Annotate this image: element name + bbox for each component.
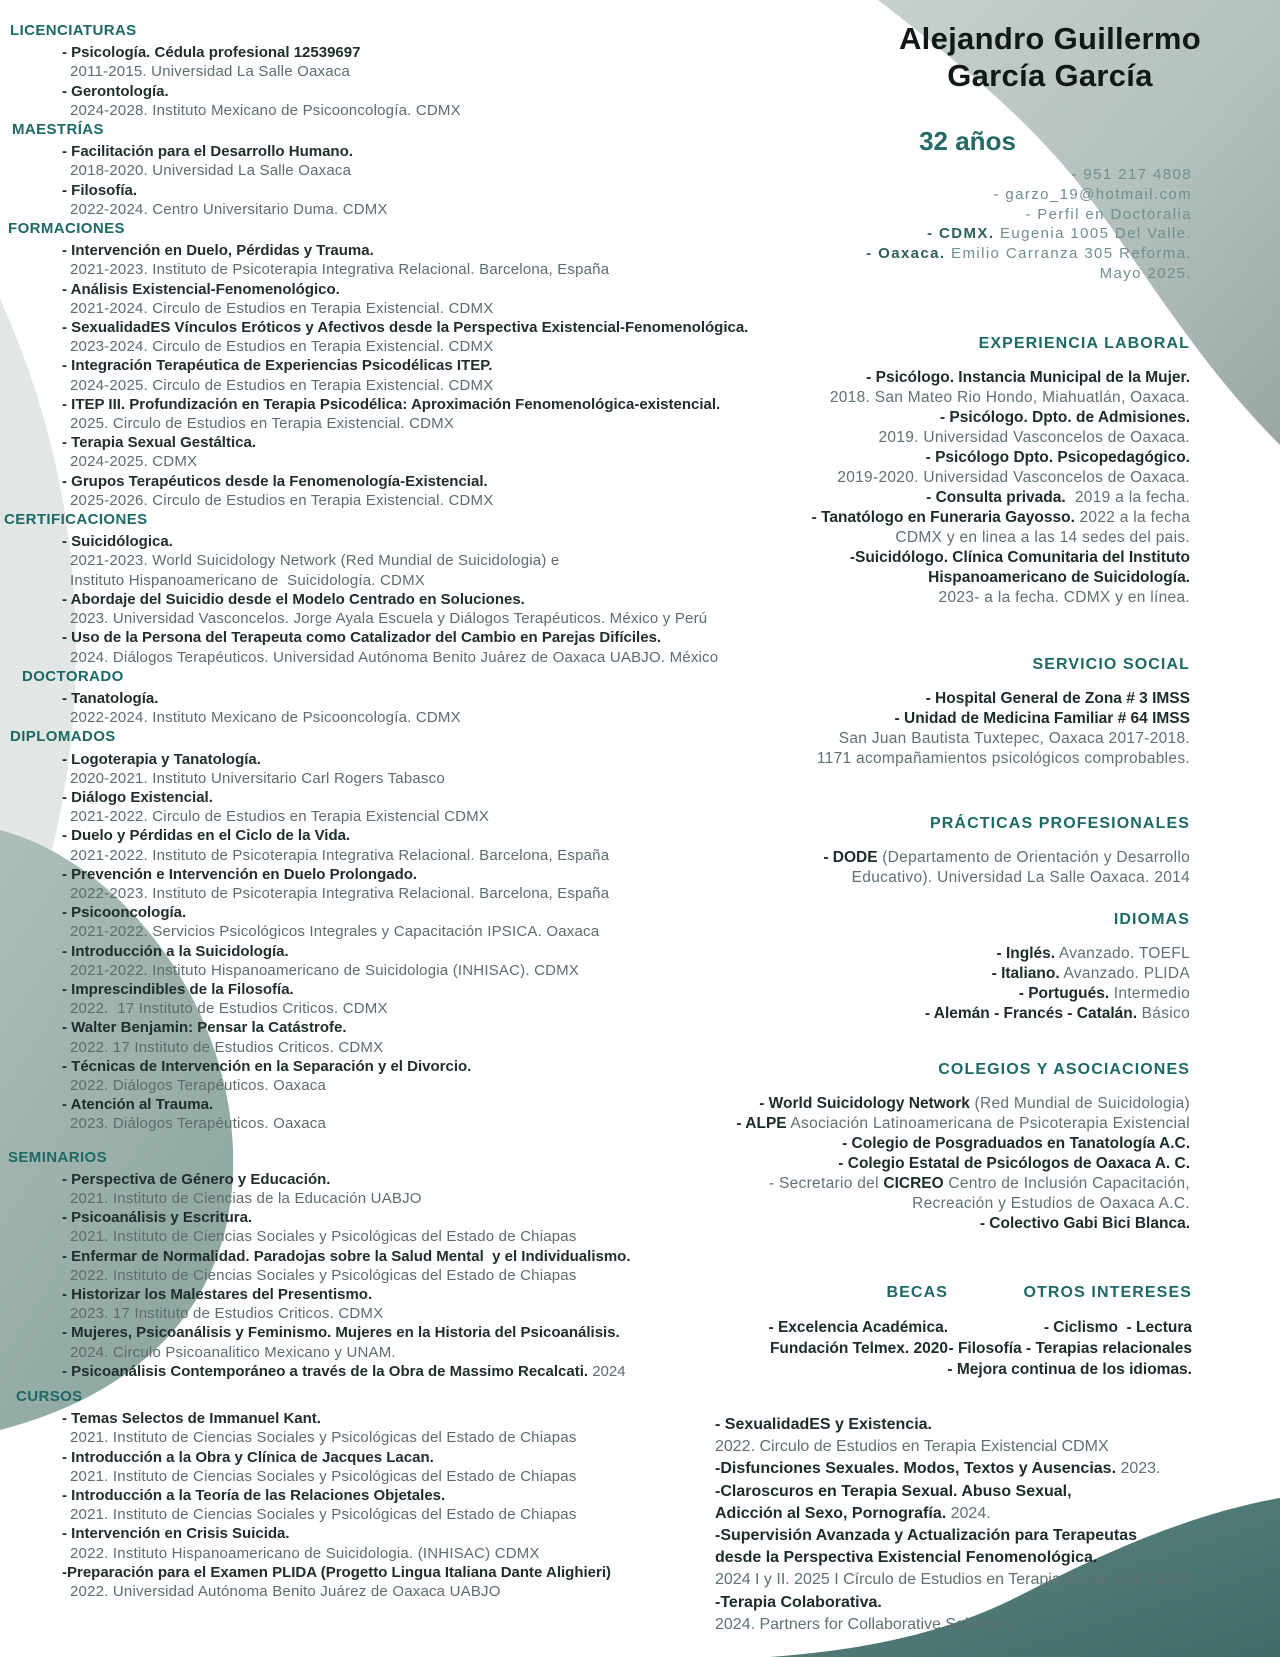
entry-line	[947, 1317, 1192, 1338]
entry-line	[823, 848, 1190, 868]
entry-detail-text: 2022. 17 Instituto de Estudios Criticos. CDMX	[70, 1000, 388, 1018]
entry-detail-text: 2024. Circulo Psicoanalitico Mexicano y UNAM.	[70, 1343, 396, 1361]
entry-detail-text: 2021-2022. Servicios Psicológicos Integrales y Capacitación IPSICA. Oaxaca	[70, 923, 600, 941]
entry-detail	[0, 62, 845, 81]
entry-detail	[0, 884, 845, 903]
entry-detail-text: 2025. Circulo de Estudios en Terapia Existencial. CDMX	[70, 415, 455, 433]
entry-detail-text: 2021-2023. Instituto de Psicoterapia Integrativa Relacional. Barcelona, España	[70, 261, 610, 279]
entry-detail-text: 2024-2028. Instituto Mexicano de Psicooncología. CDMX	[70, 101, 461, 119]
entry-title	[0, 1323, 845, 1342]
entry-title	[0, 689, 845, 708]
entry-title	[0, 1057, 845, 1076]
entry-title	[0, 433, 845, 452]
entry-detail	[0, 571, 845, 590]
left-column	[0, 21, 845, 1601]
entry-line	[812, 468, 1190, 488]
section-heading: LICENCIATURAS	[10, 22, 137, 39]
entry-title	[0, 788, 845, 807]
entry-title-text: - Logoterapia y Tanatología.	[62, 750, 261, 768]
text-segment: - CDMX.	[927, 225, 995, 243]
entry-detail	[0, 1304, 845, 1323]
entry-title-text: - Enfermar de Normalidad. Paradojas sobre la Salud Mental y el Individualismo.	[62, 1247, 631, 1265]
entry-line	[769, 1338, 949, 1359]
entry-title	[0, 241, 845, 260]
entry-title-text: - Psicoanálisis y Escritura.	[62, 1209, 253, 1227]
section-heading: CERTIFICACIONES	[4, 511, 148, 529]
entry-title-text: - Introducción a la Suicidología.	[62, 942, 289, 960]
section-heading: DOCTORADO	[22, 667, 124, 685]
entry-detail	[0, 299, 845, 318]
entry-title	[0, 181, 845, 200]
entry-detail-text: 2024-2025. CDMX	[70, 453, 198, 471]
entry-title	[0, 903, 845, 922]
entry-line	[823, 868, 1190, 888]
entry-line	[817, 749, 1190, 769]
text-segment: - Colegio de Posgraduados en Tanatología A.C.	[842, 1135, 1190, 1152]
text-segment: - Ciclismo - Lectura	[1043, 1319, 1192, 1336]
text-segment: 2023- a la fecha. CDMX y en línea.	[938, 589, 1190, 606]
text-segment: -Suicidólogo. Clínica Comunitaria del Instituto	[849, 549, 1190, 566]
entry-title-text: - Introducción a la Teoría de las Relaciones Objetales.	[62, 1487, 446, 1505]
entry-detail-text: 2022. 17 Instituto de Estudios Criticos. CDMX	[70, 1038, 384, 1056]
text-segment: - ALPE	[736, 1115, 787, 1132]
text-segment: -Disfunciones Sexuales. Modos, Textos y Ausencias.	[715, 1460, 1117, 1478]
entry-title	[0, 1247, 845, 1266]
text-segment: Mayo 2025.	[1099, 264, 1192, 282]
entry-title	[0, 43, 845, 62]
entry-line	[812, 388, 1190, 408]
entry-line	[736, 1114, 1190, 1134]
entry-detail-text: 2023. Universidad Vasconcelos. Jorge Ayala Escuela y Diálogos Terapéuticos. México y Perú	[70, 610, 708, 628]
entry-line	[715, 1458, 1193, 1480]
entry-line	[715, 1547, 1193, 1569]
text-segment: - Hospital General de Zona # 3 IMSS	[925, 690, 1190, 707]
text-segment: - Psicólogo. Dpto. de Admisiones.	[939, 409, 1190, 426]
cv-section	[0, 1148, 845, 1381]
entry-line	[812, 568, 1190, 588]
entry-detail-text: 2022-2024. Instituto Mexicano de Psicooncología. CDMX	[70, 709, 461, 727]
entry-detail-text: 2021-2022. Circulo de Estudios en Terapia Existencial CDMX	[70, 808, 490, 826]
entry-detail-text: 2022. Diálogos Terapéuticos. Oaxaca	[70, 1076, 327, 1094]
entry-title-text: - Técnicas de Intervención en la Separación y el Divorcio.	[62, 1057, 472, 1075]
entry-title-text: - ITEP III. Profundización en Terapia Psicodélica: Aproximación Fenomenológica-existencial.	[62, 395, 721, 413]
entry-title	[0, 1208, 845, 1227]
entry-line	[925, 984, 1190, 1004]
entry-title	[0, 865, 845, 884]
section-heading: DIPLOMADOS	[10, 728, 116, 746]
entry-line	[736, 1174, 1190, 1194]
text-segment: - Oaxaca.	[866, 245, 946, 263]
entry-title-text: - Filosofía.	[62, 181, 137, 199]
entry-line	[812, 508, 1190, 528]
entry-detail-text: 2020-2021. Instituto Universitario Carl Rogers Tabasco	[70, 769, 445, 787]
cv-section	[0, 510, 845, 667]
entry-line	[736, 1134, 1190, 1154]
section-heading: PRÁCTICAS PROFESIONALES	[930, 815, 1190, 832]
cv-section	[0, 120, 845, 219]
entry-line	[866, 205, 1192, 225]
text-segment: - Psicólogo Dpto. Psicopedagógico.	[925, 449, 1190, 466]
entry-detail-text: 2025-2026. Circulo de Estudios en Terapia Existencial. CDMX	[70, 491, 494, 509]
entry-title-text: - Walter Benjamin: Pensar la Catástrofe.	[62, 1019, 347, 1037]
entry-line	[715, 1414, 1193, 1436]
text-segment: -Claroscuros en Terapia Sexual. Abuso Sexual,	[715, 1482, 1072, 1500]
age-label: 32 años	[919, 126, 1016, 156]
entry-title	[0, 1095, 845, 1114]
text-segment: Eugenia 1005 Del Valle.	[994, 225, 1192, 243]
entry-detail	[0, 1266, 845, 1285]
entry-detail	[0, 1038, 845, 1057]
text-segment: Emilio Carranza 305 Reforma.	[945, 245, 1192, 263]
entry-title-text: - Suicidólogica.	[62, 533, 173, 551]
text-segment: -Terapia Colaborativa.	[715, 1593, 882, 1611]
entry-title-text: - Análisis Existencial-Fenomenológico.	[62, 280, 340, 298]
entry-title-text: - Atención al Trauma.	[62, 1096, 214, 1114]
entry-title	[0, 280, 845, 299]
entry-detail	[0, 922, 845, 941]
text-segment: - Tanatólogo en Funeraria Gayosso.	[811, 509, 1075, 526]
text-segment: 2019-2020. Universidad Vasconcelos de Oaxaca.	[837, 469, 1190, 486]
entry-title-text: - Duelo y Pérdidas en el Ciclo de la Vida.	[62, 827, 351, 845]
text-segment: -Supervisión Avanzada y Actualización para Terapeutas	[715, 1527, 1138, 1545]
text-segment: 2023.	[1116, 1460, 1161, 1478]
entry-detail-text: 2023-2024. Circulo de Estudios en Terapia Existencial. CDMX	[70, 338, 494, 356]
entry-title	[0, 1170, 845, 1189]
text-segment: - Consulta privada.	[926, 489, 1066, 506]
text-segment: - SexualidadES y Existencia.	[715, 1416, 932, 1433]
entry-title-text: - Gerontología.	[62, 82, 169, 100]
text-segment: 2024. Partners for Collaborative Solutions	[715, 1615, 1012, 1633]
entry-title-text: - Temas Selectos de Immanuel Kant.	[62, 1410, 321, 1428]
text-segment: 2022 a la fecha	[1074, 509, 1190, 526]
text-segment: 2024.	[946, 1504, 991, 1522]
entry-title	[0, 590, 845, 609]
entry-line	[866, 165, 1192, 185]
entry-detail-text: 2022. Universidad Autónoma Benito Juárez de Oaxaca UABJO	[70, 1583, 501, 1601]
entry-detail-text: 2011-2015. Universidad La Salle Oaxaca	[70, 63, 350, 81]
text-segment: 2024 I y II. 2025 I Círculo de Estudios en Terapia Existencial CDMX	[715, 1571, 1194, 1589]
text-segment: - Secretario del	[768, 1175, 884, 1192]
text-segment: 1171 acompañamientos psicológicos comprobables.	[816, 750, 1190, 767]
entry-line	[812, 448, 1190, 468]
entry-line	[736, 1194, 1190, 1214]
text-segment: Básico	[1137, 1005, 1190, 1022]
entry-title-text: - Mujeres, Psicoanálisis y Feminismo. Mujeres en la Historia del Psicoanálisis.	[62, 1324, 620, 1342]
becas-section	[769, 1283, 949, 1359]
entry-title-text: - Psicooncología.	[62, 904, 187, 922]
text-segment: Intermedio	[1109, 985, 1190, 1002]
entry-title	[0, 142, 845, 161]
entry-detail	[0, 551, 845, 570]
entry-title	[0, 826, 845, 845]
text-segment: - Colectivo Gabi Bici Blanca.	[979, 1215, 1190, 1232]
entry-detail	[0, 1227, 845, 1246]
entry-title-text: - Intervención en Crisis Suicida.	[62, 1525, 290, 1543]
entry-title-text: - Psicología. Cédula profesional 12539697	[62, 44, 361, 62]
entry-detail	[0, 648, 845, 667]
person-name-line1: Alejandro Guillermo	[899, 21, 1201, 56]
text-segment: Avanzado. TOEFL	[1055, 945, 1190, 962]
text-segment: - Filosofía - Terapias relacionales	[948, 1340, 1192, 1357]
entry-title-text: - Psicoanálisis Contemporáneo a través de la Obra de Massimo Recalcati.	[62, 1362, 589, 1380]
entry-title-text: - Diálogo Existencial.	[62, 788, 213, 806]
entry-line	[715, 1525, 1193, 1547]
entry-title	[0, 628, 845, 647]
section-heading: SERVICIO SOCIAL	[1032, 656, 1190, 673]
entry-title-text: - Abordaje del Suicidio desde el Modelo Centrado en Soluciones.	[62, 590, 525, 608]
text-segment: Fundación Telmex. 2020	[769, 1340, 948, 1357]
entry-title-text: - Uso de la Persona del Terapeuta como Catalizador del Cambio en Parejas Difíciles.	[62, 629, 662, 647]
text-segment: - Perfil en Doctoralia	[1025, 205, 1192, 223]
text-segment: - Colegio Estatal de Psicólogos de Oaxaca A. C.	[838, 1155, 1190, 1172]
entry-detail	[0, 807, 845, 826]
extra-courses-block	[715, 1414, 1193, 1636]
text-segment: CDMX y en linea a las 14 sedes del pais.	[895, 529, 1190, 546]
entry-detail	[0, 491, 845, 510]
entry-detail	[0, 1343, 845, 1362]
right-section	[817, 655, 1190, 769]
entry-title-text: - Perspectiva de Género y Educación.	[62, 1170, 331, 1188]
text-segment: 2022. Circulo de Estudios en Terapia Existencial CDMX	[715, 1438, 1109, 1456]
entry-line	[736, 1214, 1190, 1234]
section-heading: SEMINARIOS	[8, 1148, 108, 1166]
text-segment: Centro de Inclusión Capacitación,	[943, 1175, 1190, 1192]
text-segment: Asociación Latinoamericana de Psicoterapia Existencial	[786, 1115, 1190, 1132]
entry-title	[0, 472, 845, 491]
text-segment: - 951 217 4808	[1071, 166, 1192, 183]
entry-detail-text: 2022-2024. Centro Universitario Duma. CDMX	[70, 200, 388, 218]
entry-detail-text: 2018-2020. Universidad La Salle Oaxaca	[70, 162, 352, 180]
text-segment: Hispanoamericano de Suicidología.	[928, 569, 1190, 586]
right-section	[812, 334, 1190, 608]
entry-title	[0, 942, 845, 961]
otros-intereses-section	[947, 1283, 1192, 1380]
entry-line	[866, 264, 1192, 284]
entry-title-text: - Tanatología.	[62, 689, 159, 707]
cv-section	[0, 727, 845, 1133]
entry-detail-text: 2023. 17 Instituto de Estudios Criticos. CDMX	[70, 1305, 384, 1323]
text-segment: 2019. Universidad Vasconcelos de Oaxaca.	[878, 429, 1190, 446]
text-segment: 2018. San Mateo Rio Hondo, Miahuatlán, Oaxaca.	[829, 389, 1190, 406]
entry-detail-text: 2024-2025. Circulo de Estudios en Terapia Existencial. CDMX	[70, 376, 494, 394]
entry-detail-text: 2021. Instituto de Ciencias Sociales y Psicológicas del Estado de Chiapas	[70, 1467, 577, 1485]
entry-detail	[0, 452, 845, 471]
entry-detail-text: 2022. Instituto de Ciencias Sociales y Psicológicas del Estado de Chiapas	[70, 1266, 577, 1284]
entry-title-text: - Imprescindibles de la Filosofía.	[62, 980, 294, 998]
entry-title	[0, 1018, 845, 1037]
section-heading: FORMACIONES	[8, 220, 125, 238]
entry-detail	[0, 846, 845, 865]
entry-detail-text: 2021-2022. Instituto Hispanoamericano de Suicidologia (INHISAC). CDMX	[70, 961, 580, 979]
section-heading: COLEGIOS Y ASOCIACIONES	[938, 1061, 1190, 1078]
text-segment: (Departamento de Orientación y Desarrollo	[877, 849, 1190, 866]
entry-title-text: -Preparación para el Examen PLIDA (Progetto Lingua Italiana Dante Alighieri)	[62, 1563, 612, 1581]
entry-title	[0, 1285, 845, 1304]
entry-detail	[0, 1189, 845, 1208]
entry-line	[947, 1359, 1192, 1380]
entry-detail-text: 2021. Instituto de Ciencias de la Educación UABJO	[70, 1189, 422, 1207]
section-heading: CURSOS	[16, 1388, 83, 1406]
entry-title	[0, 980, 845, 999]
entry-detail-text: 2021-2023. World Suicidology Network (Red Mundial de Suicidologia) e	[70, 552, 560, 570]
entry-detail	[0, 1076, 845, 1095]
entry-detail-text: 2021. Instituto de Ciencias Sociales y Psicológicas del Estado de Chiapas	[70, 1429, 577, 1447]
entry-detail-text: 2022-2023. Instituto de Psicoterapia Integrativa Relacional. Barcelona, España	[70, 884, 610, 902]
entry-line	[925, 964, 1190, 984]
entry-line	[812, 428, 1190, 448]
entry-detail	[0, 414, 845, 433]
entry-title-text: - Facilitación para el Desarrollo Humano.	[62, 143, 353, 161]
entry-line	[925, 944, 1190, 964]
text-segment: - DODE	[823, 849, 878, 866]
entry-title-text: - Grupos Terapéuticos desde la Fenomenología-Existencial.	[62, 472, 488, 490]
entry-title-text: - Prevención e Intervención en Duelo Prolongado.	[62, 865, 418, 883]
entry-detail-text: 2021. Instituto de Ciencias Sociales y Psicológicas del Estado de Chiapas	[70, 1228, 577, 1246]
entry-line	[947, 1338, 1192, 1359]
entry-line	[715, 1592, 1193, 1614]
entry-title-year: 2024	[588, 1362, 626, 1380]
text-segment: Avanzado. PLIDA	[1059, 965, 1190, 982]
entry-title-text: - Terapia Sexual Gestáltica.	[62, 434, 256, 452]
entry-detail	[0, 961, 845, 980]
entry-detail	[0, 609, 845, 628]
entry-line	[817, 729, 1190, 749]
entry-line	[812, 548, 1190, 568]
entry-detail-text: 2024. Diálogos Terapéuticos. Universidad Autónoma Benito Juárez de Oaxaca UABJO. México	[70, 648, 719, 666]
contact-block	[866, 165, 1192, 284]
entry-title-text: - Historizar los Malestares del Presentismo.	[62, 1286, 373, 1303]
right-section	[823, 814, 1190, 888]
text-segment: - Unidad de Medicina Familiar # 64 IMSS	[894, 710, 1190, 727]
text-segment: - Alemán - Francés - Catalán.	[924, 1005, 1138, 1022]
entry-title-text: - Introducción a la Obra y Clínica de Jacques Lacan.	[62, 1448, 434, 1466]
entry-title-text: - Intervención en Duelo, Pérdidas y Trauma.	[62, 242, 374, 260]
entry-detail	[0, 708, 845, 727]
entry-line	[769, 1317, 949, 1338]
entry-line	[866, 224, 1192, 244]
text-segment: San Juan Bautista Tuxtepec, Oaxaca 2017-2018.	[838, 730, 1190, 747]
entry-detail-text: 2021. Instituto de Ciencias Sociales y Psicológicas del Estado de Chiapas	[70, 1506, 577, 1524]
text-segment: - World Suicidology Network	[759, 1095, 970, 1112]
entry-line	[715, 1481, 1193, 1503]
text-segment: desde la Perspectiva Existencial Fenomenológica.	[715, 1549, 1098, 1567]
entry-line	[866, 185, 1192, 205]
entry-detail	[0, 101, 845, 120]
entry-title-text: - SexualidadES Vínculos Eróticos y Afectivos desde la Perspectiva Existencial-Fenomenológica.	[62, 319, 749, 337]
section-heading: MAESTRÍAS	[12, 121, 104, 139]
entry-line	[812, 528, 1190, 548]
cv-section	[0, 219, 845, 510]
entry-title	[0, 318, 845, 337]
entry-detail-text: 2021-2024. Circulo de Estudios en Terapia Existencial. CDMX	[70, 299, 494, 317]
text-segment: 2019 a la fecha.	[1065, 489, 1190, 506]
entry-line	[715, 1436, 1193, 1458]
person-name	[840, 20, 1260, 94]
entry-detail	[0, 999, 845, 1018]
entry-line	[812, 488, 1190, 508]
entry-line	[812, 408, 1190, 428]
entry-detail	[0, 200, 845, 219]
entry-detail-text: 2023. Diálogos Terapéuticos. Oaxaca	[70, 1115, 327, 1133]
entry-detail	[0, 1114, 845, 1133]
entry-line	[817, 689, 1190, 709]
text-segment: CICREO	[883, 1175, 944, 1192]
entry-line	[736, 1154, 1190, 1174]
text-segment: - garzo_19@hotmail.com	[993, 185, 1192, 203]
section-heading: OTROS INTERESES	[1023, 1284, 1192, 1301]
entry-line	[812, 588, 1190, 608]
entry-title	[0, 356, 845, 375]
entry-detail	[0, 260, 845, 279]
text-segment: - Portugués.	[1018, 985, 1110, 1002]
text-segment: Recreación y Estudios de Oaxaca A.C.	[912, 1195, 1190, 1212]
entry-detail	[0, 376, 845, 395]
text-segment: - Mejora continua de los idiomas.	[947, 1361, 1192, 1378]
entry-detail-text: 2021-2022. Instituto de Psicoterapia Integrativa Relacional. Barcelona, España	[70, 846, 610, 864]
entry-title	[0, 750, 845, 769]
entry-line	[715, 1569, 1193, 1591]
entry-detail	[0, 769, 845, 788]
entry-title	[0, 82, 845, 101]
entry-line	[812, 368, 1190, 388]
entry-line	[715, 1503, 1193, 1525]
entry-title	[0, 1362, 845, 1381]
entry-detail-text: 2022. Instituto Hispanoamericano de Suicidologia. (INHISAC) CDMX	[70, 1544, 540, 1562]
right-section	[925, 910, 1190, 1024]
cv-section	[0, 21, 845, 120]
entry-detail-text: Instituto Hispanoamericano de Suicidología. CDMX	[70, 571, 425, 589]
right-section	[736, 1060, 1190, 1234]
text-segment: Educativo). Universidad La Salle Oaxaca. 2014	[851, 869, 1190, 886]
entry-line	[817, 709, 1190, 729]
text-segment: - Italiano.	[991, 965, 1060, 982]
person-name-line2: García García	[947, 58, 1153, 93]
entry-line	[925, 1004, 1190, 1024]
section-heading: BECAS	[886, 1284, 948, 1301]
entry-detail	[0, 337, 845, 356]
text-segment: Adicción al Sexo, Pornografía.	[715, 1504, 947, 1522]
text-segment: - Excelencia Académica.	[768, 1319, 948, 1336]
entry-title	[0, 532, 845, 551]
section-heading: IDIOMAS	[1113, 911, 1190, 928]
entry-line	[715, 1614, 1193, 1636]
text-segment: - Inglés.	[996, 945, 1056, 962]
entry-line	[736, 1094, 1190, 1114]
entry-title	[0, 395, 845, 414]
section-heading: EXPERIENCIA LABORAL	[978, 335, 1190, 352]
cv-section	[0, 667, 845, 728]
text-segment: - Psicólogo. Instancia Municipal de la Mujer.	[866, 369, 1190, 386]
entry-detail	[0, 161, 845, 180]
entry-line	[866, 244, 1192, 264]
text-segment: (Red Mundial de Suicidologia)	[969, 1095, 1190, 1112]
entry-title-text: - Integración Terapéutica de Experiencias Psicodélicas ITEP.	[62, 357, 493, 375]
